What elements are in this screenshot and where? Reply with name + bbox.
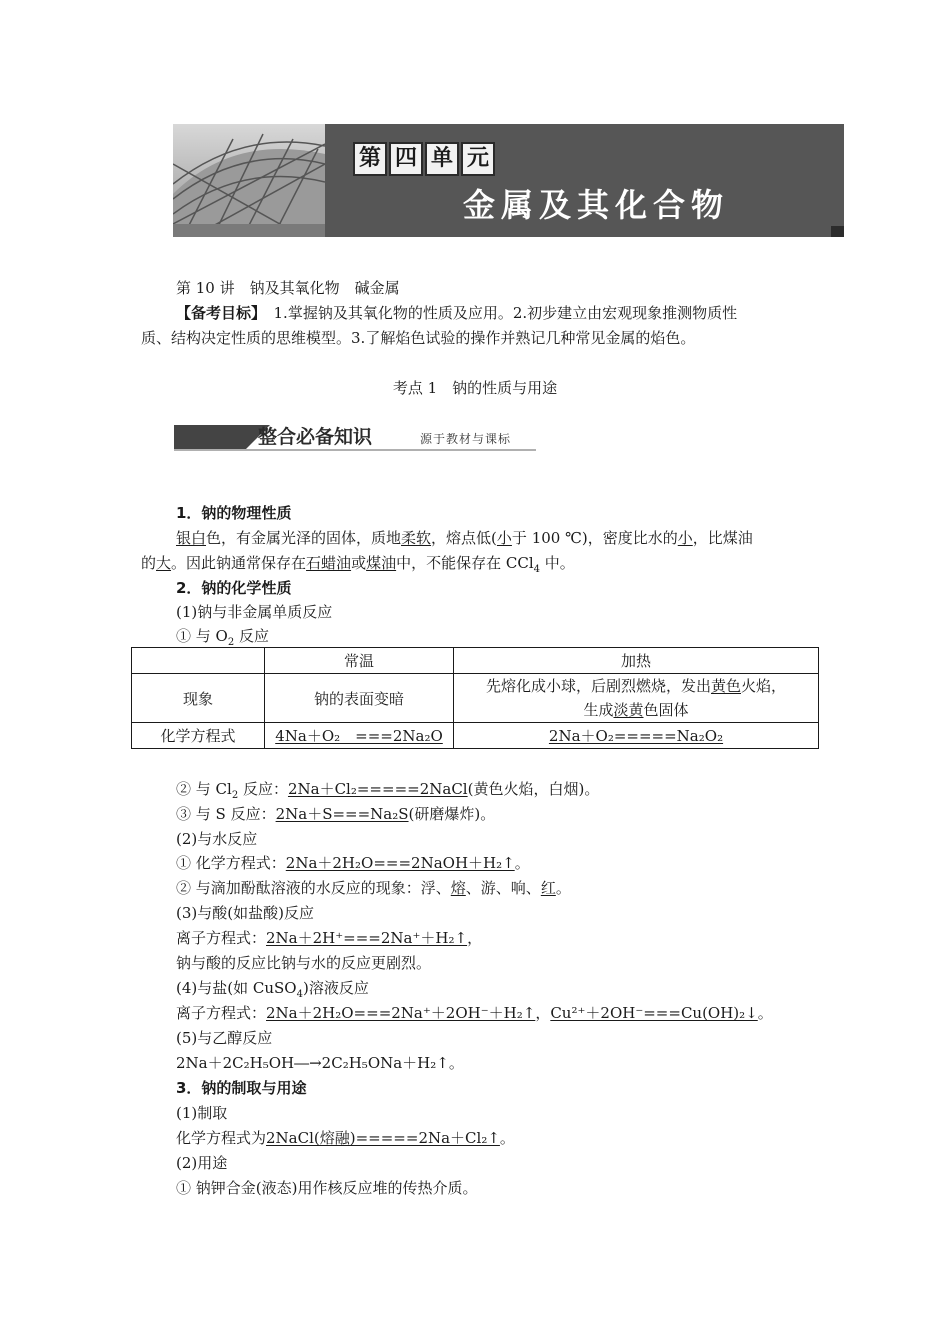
unit-char: 四 [389,142,423,176]
table-row: 化学方程式 4Na＋O₂ ===2Na₂O 2Na＋O₂=====Na₂O₂ [132,723,819,749]
unit-char: 元 [461,142,495,176]
heading-preparation-uses: 3．钠的制取与用途 [176,1079,307,1097]
goal-label: 【备考目标】 [176,304,259,322]
o2-reaction-table [131,647,819,749]
section-header [174,425,536,451]
subheading-water: (2)与水反应 [176,830,258,848]
item-s-reaction: ③ 与 S 反应：2Na＋S===Na₂S(研磨爆炸)。 [176,805,496,823]
table-row: 现象 钠的表面变暗 先熔化成小球，后剧烈燃烧，发出黄色火焰， 生成淡黄色固体 [132,674,819,723]
study-goals-line2: 质、结构决定性质的思维模型。3.了解焰色试验的操作并熟记几种常见金属的焰色。 [141,329,696,347]
unit-char: 第 [353,142,387,176]
item-water-equation: ① 化学方程式：2Na＋2H₂O===2NaOH＋H₂↑。 [176,854,530,872]
unit-banner [173,124,844,237]
subheading-salt: (4)与盐(如 CuSO$_4$)溶液反应 [176,979,369,1000]
item-acid-note: 钠与酸的反应比钠与水的反应更剧烈。 [176,954,432,972]
lecture-title: 第 10 讲 钠及其氧化物 碱金属 [176,279,400,297]
physical-properties-line1: 银白色，有金属光泽的固体，质地柔软，熔点低(小于 100 ℃)，密度比水的小，比煤油 [176,529,753,547]
subheading-acid: (3)与酸(如盐酸)反应 [176,904,314,922]
topic-heading: 考点 1 钠的性质与用途 [392,379,558,397]
unit-title: 金属及其化合物 [463,186,730,224]
section-subtitle: 源于教材与课标 [420,432,512,446]
item-salt-equations: 离子方程式：2Na＋2H₂O===2Na⁺＋2OH⁻＋H₂↑，Cu²⁺＋2OH⁻===Cu(OH)₂↓。 [176,1004,773,1022]
table-row: 常温 加热 [132,648,819,674]
subheading-uses: (2)用途 [176,1154,228,1172]
subheading-preparation: (1)制取 [176,1104,228,1122]
subheading-ethanol: (5)与乙醇反应 [176,1029,273,1047]
item-cl2-reaction: ② 与 $Cl_2$ 反应：2Na＋Cl₂=====2NaCl(黄色火焰，白烟)。 [176,780,600,801]
subheading-nonmetal: (1)钠与非金属单质反应 [176,603,333,621]
unit-char: 单 [425,142,459,176]
item-phenolphthalein: ② 与滴加酚酞溶液的水反应的现象：浮、熔、游、响、红。 [176,879,571,897]
study-goals-line1: 【备考目标】 1.掌握钠及其氧化物的性质及应用。2.初步建立由宏观现象推测物质性 [176,304,738,322]
item-use-1: ① 钠钾合金(液态)用作核反应堆的传热介质。 [176,1179,478,1197]
physical-properties-line2: 的大。因此钠通常保存在石蜡油或煤油中，不能保存在 CCl$_4$ 中。 [141,554,575,575]
heading-physical-properties: 1．钠的物理性质 [176,504,292,522]
section-title: 整合必备知识 [258,426,373,448]
stadium-photo [173,124,325,237]
item-preparation-equation: 化学方程式为2NaCl(熔融)=====2Na＋Cl₂↑。 [176,1129,515,1147]
banner-corner-mark [831,226,844,237]
heading-chemical-properties: 2．钠的化学性质 [176,579,292,597]
item-acid-equation: 离子方程式：2Na＋2H⁺===2Na⁺＋H₂↑， [176,929,483,947]
item-o2-reaction: ① 与 $O_2$ 反应 [176,627,269,648]
item-ethanol-equation: 2Na＋2C₂H₅OH―→2C₂H₅ONa＋H₂↑。 [176,1054,464,1072]
